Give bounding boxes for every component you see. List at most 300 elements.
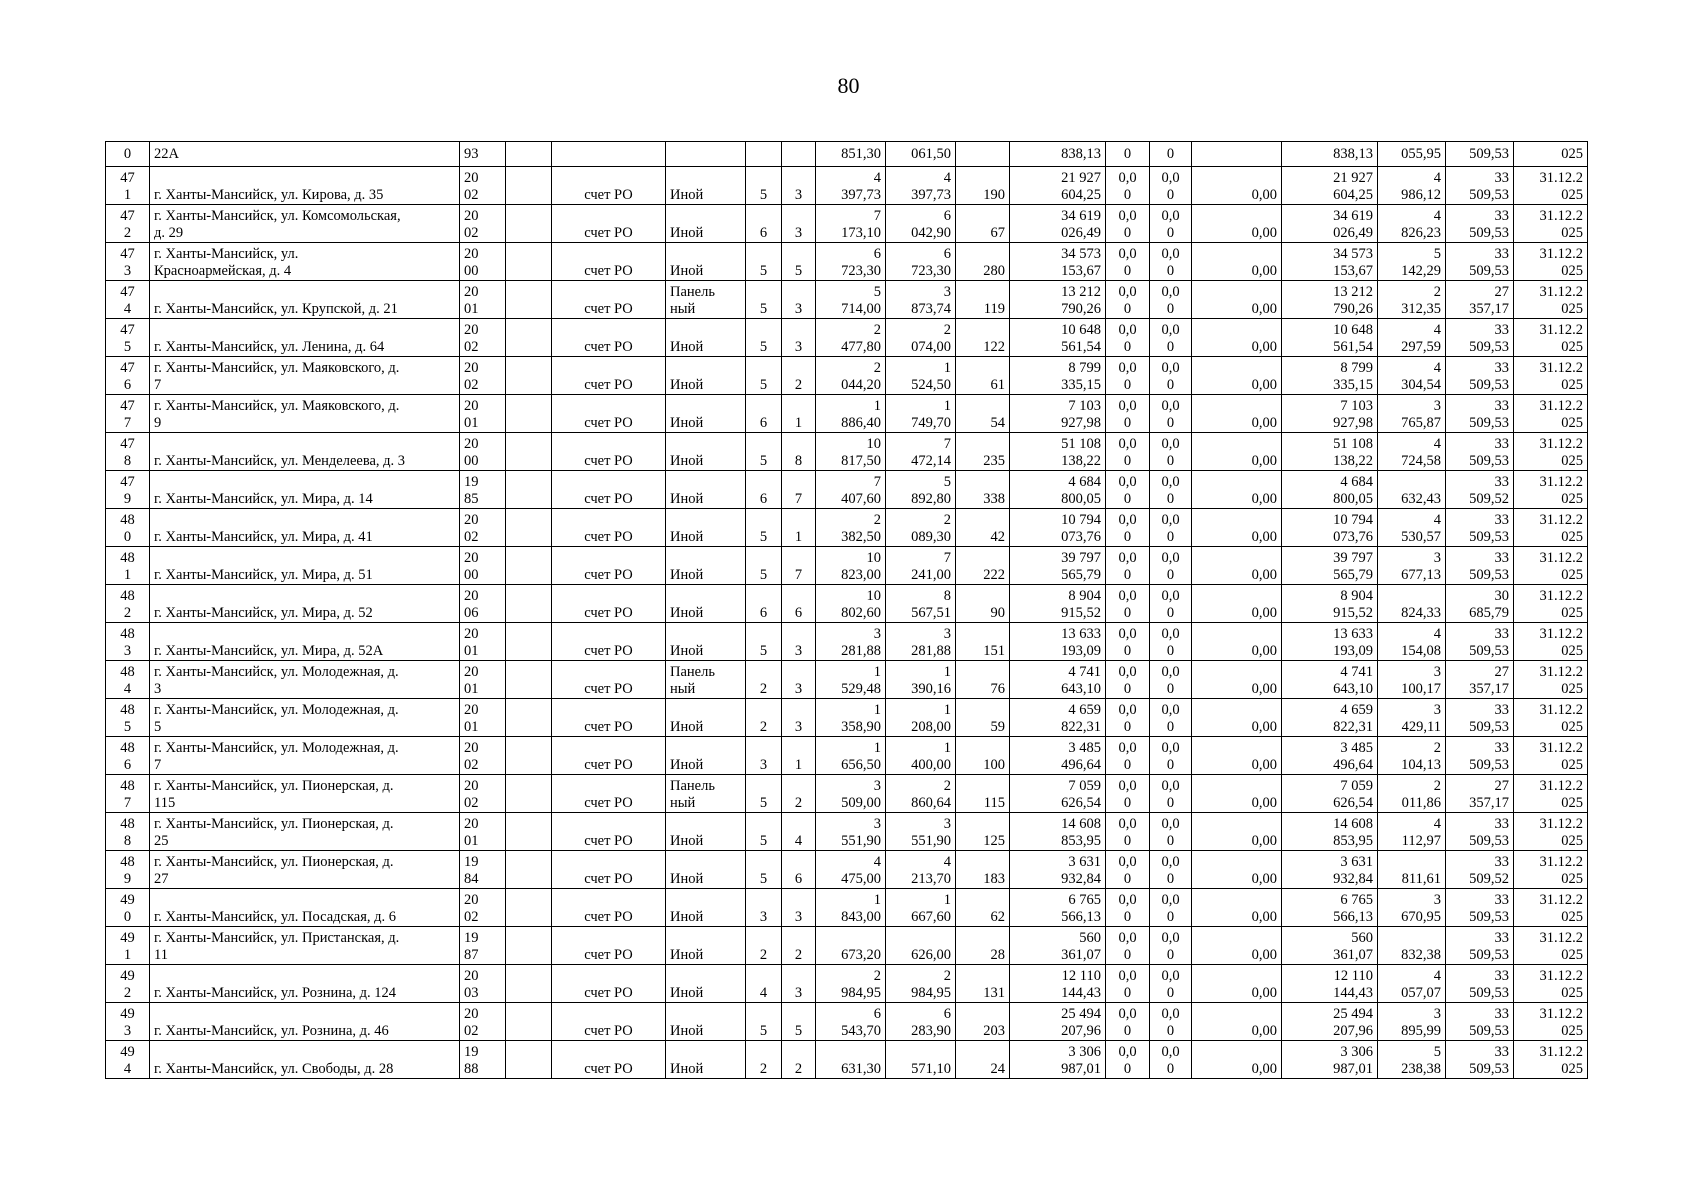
cell-year: 20 00 [460,547,506,585]
cell-value-b: 0,0 0 [1150,509,1192,547]
cell-value-b: 0,0 0 [1150,965,1192,1003]
cell-cost: 560 361,07 [1010,927,1106,965]
cell-value-a: 0,0 0 [1106,585,1150,623]
cell-wall-material: Иной [666,1003,746,1041]
cell-total-area: 2 477,80 [816,319,886,357]
page-number: 80 [837,73,860,98]
cell-blank [506,433,552,471]
cell-total-cost: 4 659 822,31 [1282,699,1378,737]
cell-total-area: 1 886,40 [816,395,886,433]
cell-living-area: 1 390,16 [886,661,956,699]
cell-value-a: 0,0 0 [1106,775,1150,813]
cell-cost-per-unit: 3 895,99 [1378,1003,1446,1041]
cell-deadline: 31.12.2 025 [1514,281,1588,319]
cell-entrances: 4 [782,813,816,851]
cell-blank [506,1003,552,1041]
cell-amount-zero: 0,00 [1192,357,1282,395]
cell-deadline: 31.12.2 025 [1514,205,1588,243]
cell-address: г. Ханты-Мансийск, ул. Молодежная, д. 5 [150,699,460,737]
cell-cost: 8 799 335,15 [1010,357,1106,395]
cell-residents: 67 [956,205,1010,243]
cell-row-number: 48 3 [106,623,150,661]
cell-floors: 6 [746,395,782,433]
cell-wall-material: Иной [666,433,746,471]
table-row [106,395,1588,433]
cell-total-cost: 6 765 566,13 [1282,889,1378,927]
cell-cost-per-unit: 4 986,12 [1378,167,1446,205]
cell-floors: 5 [746,243,782,281]
cell-deadline: 31.12.2 025 [1514,927,1588,965]
cell-account-type: счет РО [552,205,666,243]
cell-cost: 51 108 138,22 [1010,433,1106,471]
cell-value-b: 0,0 0 [1150,471,1192,509]
cell-limit-cost: 33 509,53 [1446,547,1514,585]
cell-wall-material: Иной [666,471,746,509]
cell-cost-per-unit: 5 142,29 [1378,243,1446,281]
cell-address: г. Ханты-Мансийск, ул. Мира, д. 51 [150,547,460,585]
cell-account-type: счет РО [552,737,666,775]
cell-address: г. Ханты-Мансийск, ул. Свободы, д. 28 [150,1041,460,1079]
cell-row-number: 47 4 [106,281,150,319]
cell-value-b: 0,0 0 [1150,205,1192,243]
cell-limit-cost: 33 509,53 [1446,699,1514,737]
table-row [106,661,1588,699]
cell-row-number: 49 3 [106,1003,150,1041]
cell-living-area: 3 281,88 [886,623,956,661]
cell-wall-material [666,142,746,167]
cell-cost-per-unit: 4 304,54 [1378,357,1446,395]
cell-account-type: счет РО [552,1041,666,1079]
cell-floors: 3 [746,889,782,927]
cell-row-number: 47 1 [106,167,150,205]
cell-address: г. Ханты-Мансийск, ул. Маяковского, д. 7 [150,357,460,395]
cell-amount-zero: 0,00 [1192,281,1282,319]
cell-wall-material: Иной [666,737,746,775]
cell-year: 20 02 [460,319,506,357]
cell-wall-material: Иной [666,699,746,737]
cell-address: г. Ханты-Мансийск, ул. Кирова, д. 35 [150,167,460,205]
cell-floors: 2 [746,699,782,737]
cell-deadline: 31.12.2 025 [1514,699,1588,737]
cell-value-a: 0,0 0 [1106,661,1150,699]
cell-blank [506,142,552,167]
cell-total-area: 4 397,73 [816,167,886,205]
table-row [106,509,1588,547]
cell-value-b: 0,0 0 [1150,281,1192,319]
cell-account-type: счет РО [552,281,666,319]
cell-amount-zero: 0,00 [1192,661,1282,699]
cell-address: г. Ханты-Мансийск, ул. Ленина, д. 64 [150,319,460,357]
cell-total-cost: 13 633 193,09 [1282,623,1378,661]
cell-entrances: 3 [782,205,816,243]
cell-cost: 7 059 626,54 [1010,775,1106,813]
housing-register-table [105,141,1588,1079]
cell-account-type: счет РО [552,319,666,357]
cell-residents: 54 [956,395,1010,433]
cell-amount-zero: 0,00 [1192,851,1282,889]
cell-total-cost: 14 608 853,95 [1282,813,1378,851]
cell-year: 19 84 [460,851,506,889]
cell-cost-per-unit: 832,38 [1378,927,1446,965]
cell-cost-per-unit: 2 011,86 [1378,775,1446,813]
cell-row-number: 48 7 [106,775,150,813]
cell-floors: 3 [746,737,782,775]
cell-blank [506,737,552,775]
cell-account-type: счет РО [552,395,666,433]
cell-year: 20 02 [460,205,506,243]
cell-cost-per-unit: 2 104,13 [1378,737,1446,775]
cell-residents: 119 [956,281,1010,319]
cell-floors: 5 [746,167,782,205]
cell-row-number: 48 5 [106,699,150,737]
cell-floors: 5 [746,509,782,547]
cell-total-area: 6 723,30 [816,243,886,281]
cell-cost: 12 110 144,43 [1010,965,1106,1003]
table-row [106,965,1588,1003]
cell-address: г. Ханты-Мансийск, ул. Пионерская, д. 25 [150,813,460,851]
table-row [106,889,1588,927]
cell-living-area: 1 667,60 [886,889,956,927]
cell-total-cost: 10 648 561,54 [1282,319,1378,357]
cell-floors: 6 [746,585,782,623]
cell-value-b: 0,0 0 [1150,737,1192,775]
cell-value-a: 0,0 0 [1106,965,1150,1003]
cell-total-cost: 34 619 026,49 [1282,205,1378,243]
cell-amount-zero: 0,00 [1192,965,1282,1003]
cell-total-area: 3 509,00 [816,775,886,813]
cell-amount-zero: 0,00 [1192,205,1282,243]
cell-amount-zero [1192,142,1282,167]
cell-limit-cost: 30 685,79 [1446,585,1514,623]
cell-year: 20 02 [460,1003,506,1041]
cell-value-b: 0,0 0 [1150,547,1192,585]
cell-entrances: 3 [782,623,816,661]
cell-account-type: счет РО [552,433,666,471]
cell-cost: 838,13 [1010,142,1106,167]
cell-wall-material: Иной [666,509,746,547]
cell-amount-zero: 0,00 [1192,889,1282,927]
cell-address: г. Ханты-Мансийск, ул. Красноармейская, д. 4 [150,243,460,281]
cell-living-area: 8 567,51 [886,585,956,623]
cell-row-number: 0 [106,142,150,167]
cell-living-area: 4 213,70 [886,851,956,889]
cell-value-a: 0,0 0 [1106,205,1150,243]
cell-wall-material: Иной [666,851,746,889]
cell-total-cost: 560 361,07 [1282,927,1378,965]
cell-total-cost: 8 799 335,15 [1282,357,1378,395]
cell-blank [506,661,552,699]
cell-wall-material: Панель ный [666,775,746,813]
cell-address: г. Ханты-Мансийск, ул. Мира, д. 14 [150,471,460,509]
cell-year: 20 02 [460,775,506,813]
cell-limit-cost: 33 509,53 [1446,927,1514,965]
cell-row-number: 47 7 [106,395,150,433]
cell-entrances: 2 [782,927,816,965]
cell-total-cost: 34 573 153,67 [1282,243,1378,281]
cell-deadline: 31.12.2 025 [1514,585,1588,623]
cell-total-area: 10 823,00 [816,547,886,585]
cell-value-b: 0,0 0 [1150,243,1192,281]
cell-living-area: 571,10 [886,1041,956,1079]
cell-total-area: 631,30 [816,1041,886,1079]
table-row [106,319,1588,357]
cell-residents: 76 [956,661,1010,699]
cell-total-cost: 838,13 [1282,142,1378,167]
cell-total-area: 7 173,10 [816,205,886,243]
cell-value-b: 0,0 0 [1150,889,1192,927]
cell-account-type: счет РО [552,1003,666,1041]
cell-floors: 5 [746,281,782,319]
table-row [106,775,1588,813]
cell-total-cost: 4 684 800,05 [1282,471,1378,509]
cell-blank [506,471,552,509]
cell-entrances: 2 [782,775,816,813]
cell-wall-material: Иной [666,205,746,243]
cell-year: 20 01 [460,813,506,851]
cell-account-type: счет РО [552,547,666,585]
cell-cost: 8 904 915,52 [1010,585,1106,623]
cell-year: 20 02 [460,167,506,205]
cell-cost-per-unit: 4 297,59 [1378,319,1446,357]
cell-year: 20 02 [460,357,506,395]
cell-wall-material: Иной [666,395,746,433]
cell-value-b: 0,0 0 [1150,433,1192,471]
cell-year: 20 01 [460,281,506,319]
cell-year: 93 [460,142,506,167]
cell-deadline: 025 [1514,142,1588,167]
cell-value-b: 0,0 0 [1150,927,1192,965]
cell-deadline: 31.12.2 025 [1514,319,1588,357]
cell-living-area: 2 984,95 [886,965,956,1003]
cell-value-a: 0,0 0 [1106,281,1150,319]
cell-value-a: 0,0 0 [1106,851,1150,889]
cell-floors: 5 [746,1003,782,1041]
cell-total-cost: 13 212 790,26 [1282,281,1378,319]
cell-entrances: 6 [782,851,816,889]
cell-limit-cost: 33 509,53 [1446,205,1514,243]
cell-wall-material: Иной [666,623,746,661]
table-row [106,243,1588,281]
cell-entrances: 6 [782,585,816,623]
cell-value-b: 0,0 0 [1150,661,1192,699]
cell-address: 22А [150,142,460,167]
cell-year: 19 87 [460,927,506,965]
cell-entrances: 1 [782,395,816,433]
cell-wall-material: Панель ный [666,281,746,319]
cell-floors: 5 [746,319,782,357]
cell-account-type [552,142,666,167]
cell-value-a: 0,0 0 [1106,1003,1150,1041]
cell-amount-zero: 0,00 [1192,585,1282,623]
cell-total-area: 10 817,50 [816,433,886,471]
cell-blank [506,509,552,547]
cell-wall-material: Иной [666,547,746,585]
table-row [106,585,1588,623]
cell-deadline: 31.12.2 025 [1514,547,1588,585]
cell-cost: 34 573 153,67 [1010,243,1106,281]
cell-cost: 4 684 800,05 [1010,471,1106,509]
cell-residents: 280 [956,243,1010,281]
cell-cost-per-unit: 4 826,23 [1378,205,1446,243]
cell-limit-cost: 33 509,53 [1446,737,1514,775]
cell-total-cost: 3 306 987,01 [1282,1041,1378,1079]
cell-year: 19 85 [460,471,506,509]
cell-value-b: 0,0 0 [1150,395,1192,433]
cell-deadline: 31.12.2 025 [1514,395,1588,433]
cell-entrances [782,142,816,167]
cell-account-type: счет РО [552,471,666,509]
cell-residents: 235 [956,433,1010,471]
cell-cost: 34 619 026,49 [1010,205,1106,243]
cell-living-area: 5 892,80 [886,471,956,509]
cell-residents: 131 [956,965,1010,1003]
cell-entrances: 3 [782,699,816,737]
cell-residents: 125 [956,813,1010,851]
cell-value-b: 0,0 0 [1150,167,1192,205]
cell-amount-zero: 0,00 [1192,813,1282,851]
cell-value-a: 0,0 0 [1106,433,1150,471]
cell-cost: 13 633 193,09 [1010,623,1106,661]
cell-address: г. Ханты-Мансийск, ул. Маяковского, д. 9 [150,395,460,433]
cell-wall-material: Иной [666,167,746,205]
cell-address: г. Ханты-Мансийск, ул. Пионерская, д. 115 [150,775,460,813]
cell-total-cost: 51 108 138,22 [1282,433,1378,471]
cell-residents: 90 [956,585,1010,623]
cell-amount-zero: 0,00 [1192,737,1282,775]
cell-cost-per-unit: 3 765,87 [1378,395,1446,433]
cell-entrances: 1 [782,509,816,547]
cell-entrances: 2 [782,1041,816,1079]
cell-residents: 42 [956,509,1010,547]
cell-limit-cost: 33 509,52 [1446,471,1514,509]
cell-total-area: 3 281,88 [816,623,886,661]
cell-living-area: 3 873,74 [886,281,956,319]
cell-blank [506,243,552,281]
cell-entrances: 3 [782,319,816,357]
cell-cost-per-unit: 3 677,13 [1378,547,1446,585]
cell-amount-zero: 0,00 [1192,319,1282,357]
cell-value-a: 0,0 0 [1106,1041,1150,1079]
cell-residents: 61 [956,357,1010,395]
cell-living-area: 6 283,90 [886,1003,956,1041]
cell-residents: 222 [956,547,1010,585]
cell-total-area: 1 529,48 [816,661,886,699]
cell-cost: 7 103 927,98 [1010,395,1106,433]
cell-value-b: 0,0 0 [1150,1041,1192,1079]
cell-value-a: 0,0 0 [1106,167,1150,205]
cell-limit-cost: 27 357,17 [1446,661,1514,699]
table-row [106,547,1588,585]
cell-cost: 14 608 853,95 [1010,813,1106,851]
cell-blank [506,965,552,1003]
cell-row-number: 48 4 [106,661,150,699]
cell-account-type: счет РО [552,851,666,889]
cell-value-a: 0,0 0 [1106,737,1150,775]
cell-living-area: 1 524,50 [886,357,956,395]
cell-floors [746,142,782,167]
cell-total-area: 4 475,00 [816,851,886,889]
cell-residents: 338 [956,471,1010,509]
cell-floors: 5 [746,433,782,471]
cell-total-cost: 25 494 207,96 [1282,1003,1378,1041]
cell-account-type: счет РО [552,509,666,547]
cell-row-number: 48 8 [106,813,150,851]
cell-year: 20 02 [460,737,506,775]
cell-residents: 122 [956,319,1010,357]
cell-cost: 3 631 932,84 [1010,851,1106,889]
cell-cost: 4 659 822,31 [1010,699,1106,737]
cell-residents [956,142,1010,167]
cell-wall-material: Иной [666,243,746,281]
cell-cost-per-unit: 4 057,07 [1378,965,1446,1003]
cell-total-area: 10 802,60 [816,585,886,623]
cell-address: г. Ханты-Мансийск, ул. Рознина, д. 46 [150,1003,460,1041]
cell-account-type: счет РО [552,585,666,623]
cell-value-b: 0,0 0 [1150,1003,1192,1041]
cell-total-cost: 7 059 626,54 [1282,775,1378,813]
cell-deadline: 31.12.2 025 [1514,243,1588,281]
cell-address: г. Ханты-Мансийск, ул. Мира, д. 52 [150,585,460,623]
cell-blank [506,167,552,205]
cell-cost: 13 212 790,26 [1010,281,1106,319]
cell-entrances: 3 [782,889,816,927]
cell-account-type: счет РО [552,357,666,395]
cell-total-area: 851,30 [816,142,886,167]
cell-value-b: 0 [1150,142,1192,167]
cell-living-area: 2 860,64 [886,775,956,813]
cell-address: г. Ханты-Мансийск, ул. Рознина, д. 124 [150,965,460,1003]
cell-wall-material: Панель ный [666,661,746,699]
cell-floors: 5 [746,357,782,395]
cell-living-area: 2 074,00 [886,319,956,357]
cell-entrances: 5 [782,1003,816,1041]
cell-total-area: 2 382,50 [816,509,886,547]
cell-wall-material: Иной [666,965,746,1003]
cell-value-a: 0,0 0 [1106,243,1150,281]
cell-living-area: 626,00 [886,927,956,965]
cell-cost-per-unit: 3 429,11 [1378,699,1446,737]
cell-wall-material: Иной [666,889,746,927]
table-row [106,699,1588,737]
table-row [106,142,1588,167]
cell-deadline: 31.12.2 025 [1514,851,1588,889]
cell-amount-zero: 0,00 [1192,927,1282,965]
table-body [106,142,1588,1079]
cell-limit-cost: 33 509,53 [1446,1041,1514,1079]
cell-total-area: 1 358,90 [816,699,886,737]
cell-year: 20 01 [460,661,506,699]
cell-cost: 4 741 643,10 [1010,661,1106,699]
cell-year: 20 02 [460,889,506,927]
cell-living-area: 3 551,90 [886,813,956,851]
cell-account-type: счет РО [552,775,666,813]
cell-cost-per-unit: 3 100,17 [1378,661,1446,699]
cell-value-a: 0,0 0 [1106,889,1150,927]
cell-row-number: 48 1 [106,547,150,585]
cell-total-cost: 39 797 565,79 [1282,547,1378,585]
cell-blank [506,623,552,661]
cell-row-number: 47 8 [106,433,150,471]
cell-row-number: 48 0 [106,509,150,547]
cell-residents: 151 [956,623,1010,661]
cell-cost-per-unit: 4 154,08 [1378,623,1446,661]
cell-floors: 5 [746,775,782,813]
cell-limit-cost: 509,53 [1446,142,1514,167]
cell-value-b: 0,0 0 [1150,699,1192,737]
cell-floors: 6 [746,205,782,243]
cell-account-type: счет РО [552,927,666,965]
cell-cost: 3 306 987,01 [1010,1041,1106,1079]
